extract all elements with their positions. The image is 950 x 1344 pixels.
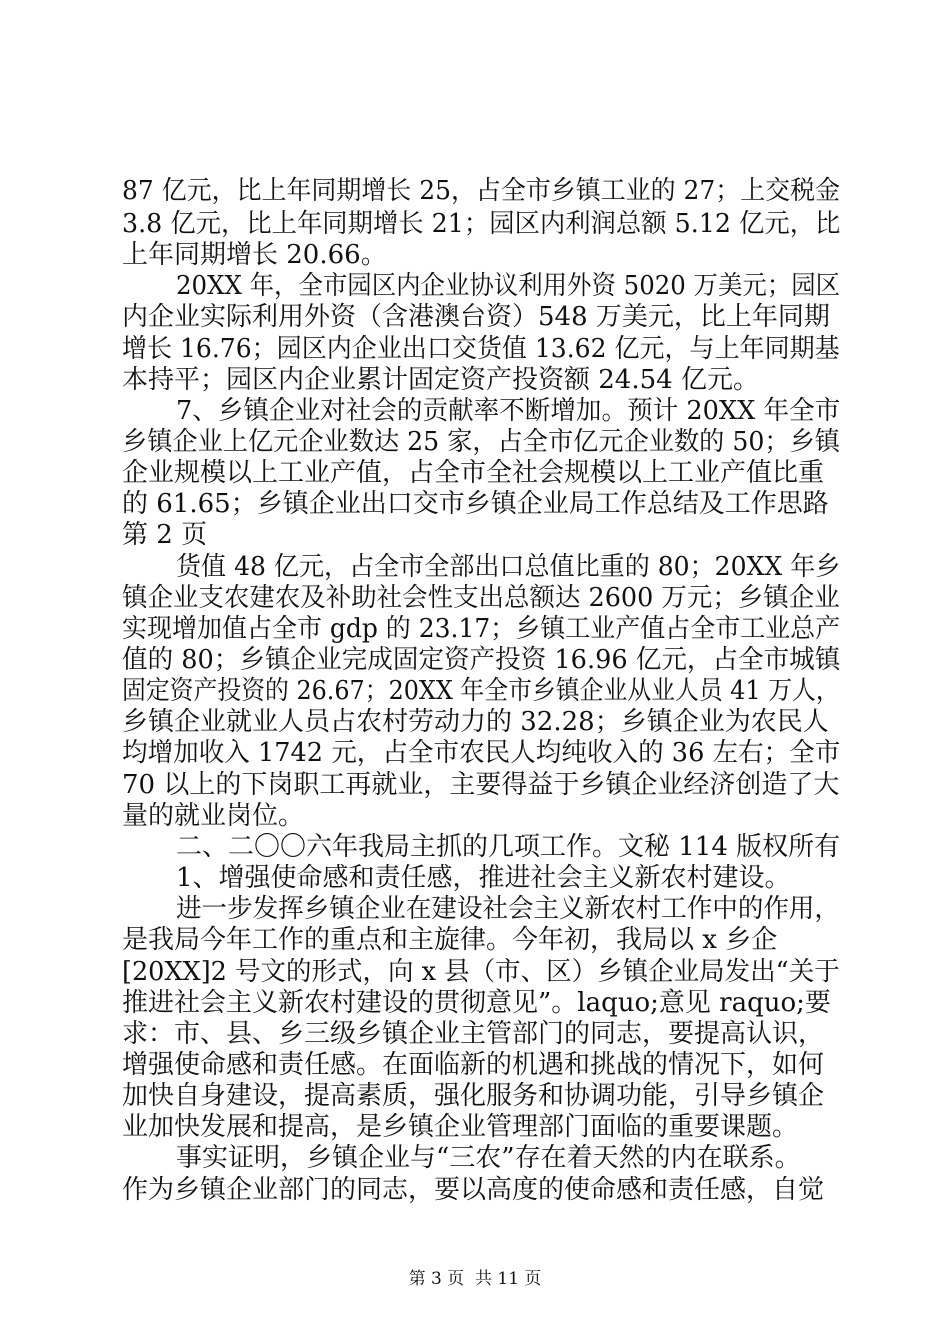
text-line: 乡镇企业就业人员占农村劳动力的 32.28；乡镇企业为农民人 bbox=[122, 707, 829, 737]
text-line: 7、乡镇企业对社会的贡献率不断增加。预计 20XX 年全市 bbox=[176, 396, 841, 426]
text-line: 值的 80；乡镇企业完成固定资产投资 16.96 亿元，占全市城镇 bbox=[122, 645, 841, 675]
text-line: 量的就业岗位。 bbox=[122, 801, 305, 831]
text-line: 70 以上的下岗职工再就业，主要得益于乡镇企业经济创造了大 bbox=[122, 770, 840, 800]
text-line: 加快自身建设，提高素质，强化服务和协调功能，引导乡镇企 bbox=[122, 1081, 825, 1111]
text-line: 本持平；园区内企业累计固定资产投资额 24.54 亿元。 bbox=[122, 365, 759, 395]
text-line: 是我局今年工作的重点和主旋律。今年初，我局以 x 乡企 bbox=[122, 925, 778, 955]
text-line: 企业规模以上工业产值，占全市全社会规模以上工业产值比重 bbox=[122, 458, 825, 488]
text-line: 均增加收入 1742 元，占全市农民人均纯收入的 36 左右；全市 bbox=[122, 738, 841, 768]
subsection-heading: 1、增强使命感和责任感，推进社会主义新农村建设。 bbox=[176, 863, 791, 893]
text-line: 业加快发展和提高，是乡镇企业管理部门面临的重要课题。 bbox=[122, 1112, 799, 1142]
text-line: 87 亿元，比上年同期增长 25，占全市乡镇工业的 27；上交税金 bbox=[122, 176, 841, 206]
text-line: 内企业实际利用外资（含港澳台资）548 万美元，比上年同期 bbox=[122, 302, 830, 332]
text-line: 推进社会主义新农村建设的贯彻意见”。laquo;意见 raquo;要 bbox=[122, 988, 831, 1018]
text-line: 固定资产投资的 26.67；20XX 年全市乡镇企业从业人员 41 万人， bbox=[122, 676, 840, 706]
text-line: 求：市、县、乡三级乡镇企业主管部门的同志，要提高认识， bbox=[122, 1019, 825, 1049]
text-line: 3.8 亿元，比上年同期增长 21；园区内利润总额 5.12 亿元，比 bbox=[122, 209, 841, 239]
text-line: 增长 16.76；园区内企业出口交货值 13.62 亿元，与上年同期基 bbox=[122, 334, 840, 364]
text-line: 第 2 页 bbox=[122, 520, 208, 550]
section-heading: 二、二〇〇六年我局主抓的几项工作。文秘 114 版权所有 bbox=[176, 832, 841, 862]
text-line: 实现增加值占全市 gdp 的 23.17；乡镇工业产值占全市工业总产 bbox=[122, 614, 841, 644]
text-line: 作为乡镇企业部门的同志，要以高度的使命感和责任感，自觉 bbox=[122, 1175, 825, 1205]
page-footer: 第 3 页 共 11 页 bbox=[408, 1269, 542, 1289]
text-line: 增强使命感和责任感。在面临新的机遇和挑战的情况下，如何 bbox=[122, 1050, 825, 1080]
text-line: 乡镇企业上亿元企业数达 25 家，占全市亿元企业数的 50；乡镇 bbox=[122, 427, 840, 457]
text-line: [20XX]2 号文的形式，向 x 县（市、区）乡镇企业局发出“关于 bbox=[122, 957, 840, 987]
text-line: 进一步发挥乡镇企业在建设社会主义新农村工作中的作用， bbox=[176, 894, 840, 924]
text-line: 20XX 年，全市园区内企业协议利用外资 5020 万美元；园区 bbox=[176, 271, 841, 301]
text-line: 的 61.65；乡镇企业出口交市乡镇企业局工作总结及工作思路 bbox=[122, 489, 829, 519]
text-line: 货值 48 亿元，占全市全部出口总值比重的 80；20XX 年乡 bbox=[176, 552, 841, 582]
text-line: 镇企业支农建农及补助社会性支出总额达 2600 万元；乡镇企业 bbox=[122, 583, 840, 613]
text-line: 上年同期增长 20.66。 bbox=[122, 240, 387, 270]
text-line: 事实证明，乡镇企业与“三农”存在着天然的内在联系。 bbox=[176, 1143, 801, 1173]
